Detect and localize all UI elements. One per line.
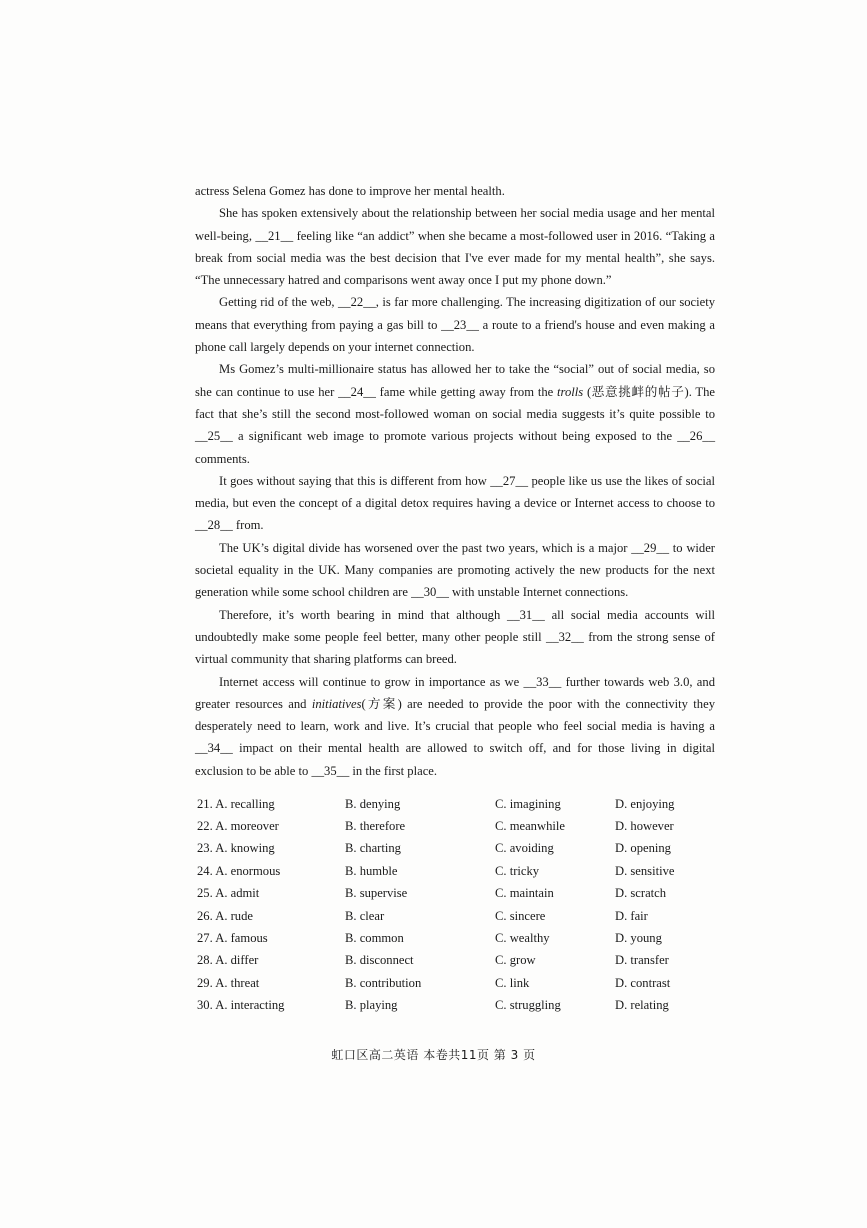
option-b: B. playing — [345, 998, 398, 1013]
option-a — [197, 883, 345, 905]
option-c: C. struggling — [495, 998, 561, 1013]
option-a — [197, 927, 345, 949]
option-a — [197, 860, 345, 882]
passage-paragraph-7-part-b: (方案) are needed to provide the poor with the connectivity they desperately need to learn, work and live. It’s crucial that people who feel social media is having a __34__ impact on their mental health are allowed to switch off, and for those living in digital exclusion to be able to __35__ in the first place. — [195, 696, 715, 778]
option-b: B. clear — [345, 908, 385, 923]
question-number: 26. — [197, 908, 213, 923]
option-b: B. charting — [345, 841, 401, 856]
option-d: D. sensitive — [615, 863, 675, 878]
passage-paragraph-3-part-b: (恶意挑衅的帖子). The fact that she’s still the second most-followed woman on social media suggests it’s quite possible to __25__ a significant web image to promote various projects without being exposed to the __26__ comments. — [195, 384, 715, 466]
option-d: D. fair — [615, 908, 648, 923]
passage-paragraph-6: Therefore, it’s worth bearing in mind that although __31__ all social media accounts will undoubtedly make some people feel better, many other people still __32__ from the strong sense of virtual community that sharing platforms can breed. — [195, 607, 715, 667]
option-row — [197, 972, 717, 994]
option-b: B. humble — [345, 863, 398, 878]
option-b: B. common — [345, 931, 404, 946]
question-number: 21. — [197, 796, 213, 811]
passage-paragraph-3-part-a: Ms Gomez’s multi-millionaire status has allowed her to take the “social” out of social media, so she can continue to use her __24__ fame while getting away from the — [195, 362, 715, 399]
question-number: 24. — [197, 863, 213, 878]
option-row — [197, 793, 717, 815]
option-c: C. avoiding — [495, 841, 554, 856]
option-row — [197, 927, 717, 949]
cloze-passage — [195, 180, 715, 782]
option-c: C. tricky — [495, 863, 540, 878]
option-row — [197, 860, 717, 882]
option-a — [197, 950, 345, 972]
option-a-text: A. differ — [215, 953, 259, 968]
question-number: 30. — [197, 998, 213, 1013]
option-a — [197, 972, 345, 994]
question-number: 23. — [197, 841, 213, 856]
question-number: 25. — [197, 886, 213, 901]
option-a — [197, 793, 345, 815]
option-a-text: A. knowing — [215, 841, 275, 856]
question-number: 29. — [197, 975, 213, 990]
trolls-term: trolls — [557, 384, 584, 399]
option-b: B. supervise — [345, 886, 408, 901]
option-d: D. scratch — [615, 886, 667, 901]
option-d: D. contrast — [615, 975, 671, 990]
option-row — [197, 883, 717, 905]
option-a-text: A. famous — [215, 931, 268, 946]
passage-paragraph-0: actress Selena Gomez has done to improve her mental health. — [195, 184, 505, 198]
option-a — [197, 838, 345, 860]
option-b: B. contribution — [345, 975, 422, 990]
option-row — [197, 995, 717, 1017]
question-number: 22. — [197, 819, 213, 834]
options-table — [197, 793, 717, 1017]
option-d: D. transfer — [615, 953, 669, 968]
option-row — [197, 838, 717, 860]
option-d: D. enjoying — [615, 796, 675, 811]
passage-paragraph-5: The UK’s digital divide has worsened over the past two years, which is a major __29__ to wider societal equality in the UK. Many companies are promoting actively the new products for the next generation while some school children are __30__ with unstable Internet connections. — [195, 540, 715, 600]
initiatives-term: initiatives — [311, 696, 362, 711]
option-b: B. denying — [345, 796, 401, 811]
option-b: B. therefore — [345, 819, 406, 834]
option-c: C. sincere — [495, 908, 546, 923]
option-a-text: A. enormous — [215, 863, 281, 878]
option-a — [197, 905, 345, 927]
passage-paragraph-7 — [195, 671, 715, 782]
option-row — [197, 815, 717, 837]
question-number: 28. — [197, 953, 213, 968]
option-c: C. maintain — [495, 886, 554, 901]
option-d: D. young — [615, 931, 662, 946]
option-a-text: A. admit — [215, 886, 260, 901]
option-a — [197, 815, 345, 837]
option-c: C. grow — [495, 953, 536, 968]
option-a — [197, 995, 345, 1017]
option-a-text: A. moreover — [215, 819, 279, 834]
option-c: C. meanwhile — [495, 819, 565, 834]
option-d: D. however — [615, 819, 674, 834]
option-b: B. disconnect — [345, 953, 414, 968]
option-c: C. imagining — [495, 796, 561, 811]
passage-paragraph-7-part-a: Internet access will continue to grow in importance as we __33__ further towards web 3.0, and greater resources and — [195, 674, 715, 711]
option-a-text: A. rude — [215, 908, 253, 923]
passage-paragraph-3 — [195, 358, 715, 469]
option-c: C. link — [495, 975, 530, 990]
option-a-text: A. interacting — [215, 998, 285, 1013]
passage-paragraph-1: She has spoken extensively about the relationship between her social media usage and her mental well-being, __21__ feeling like “an addict” when she became a most-followed user in 2016. “Taking a break from social media was the best decision that I've ever made for my mental health”, she says. “The unnecessary hatred and comparisons went away once I put my phone down.” — [195, 206, 715, 288]
option-row — [197, 950, 717, 972]
option-d: D. opening — [615, 841, 671, 856]
option-d: D. relating — [615, 998, 669, 1013]
passage-paragraph-4: It goes without saying that this is different from how __27__ people like us use the likes of social media, but even the concept of a digital detox requires having a device or Internet access to choose to __28__ from. — [195, 473, 715, 533]
question-number: 27. — [197, 931, 213, 946]
option-a-text: A. threat — [215, 975, 260, 990]
option-a-text: A. recalling — [215, 796, 275, 811]
passage-paragraph-2: Getting rid of the web, __22__, is far more challenging. The increasing digitization of our society means that everything from paying a gas bill to __23__ a route to a friend's house and even making a phone call largely depends on your internet connection. — [195, 295, 715, 355]
page-footer: 虹口区高二英语 本卷共11页 第 3 页 — [331, 1048, 536, 1062]
option-row — [197, 905, 717, 927]
option-c: C. wealthy — [495, 931, 550, 946]
